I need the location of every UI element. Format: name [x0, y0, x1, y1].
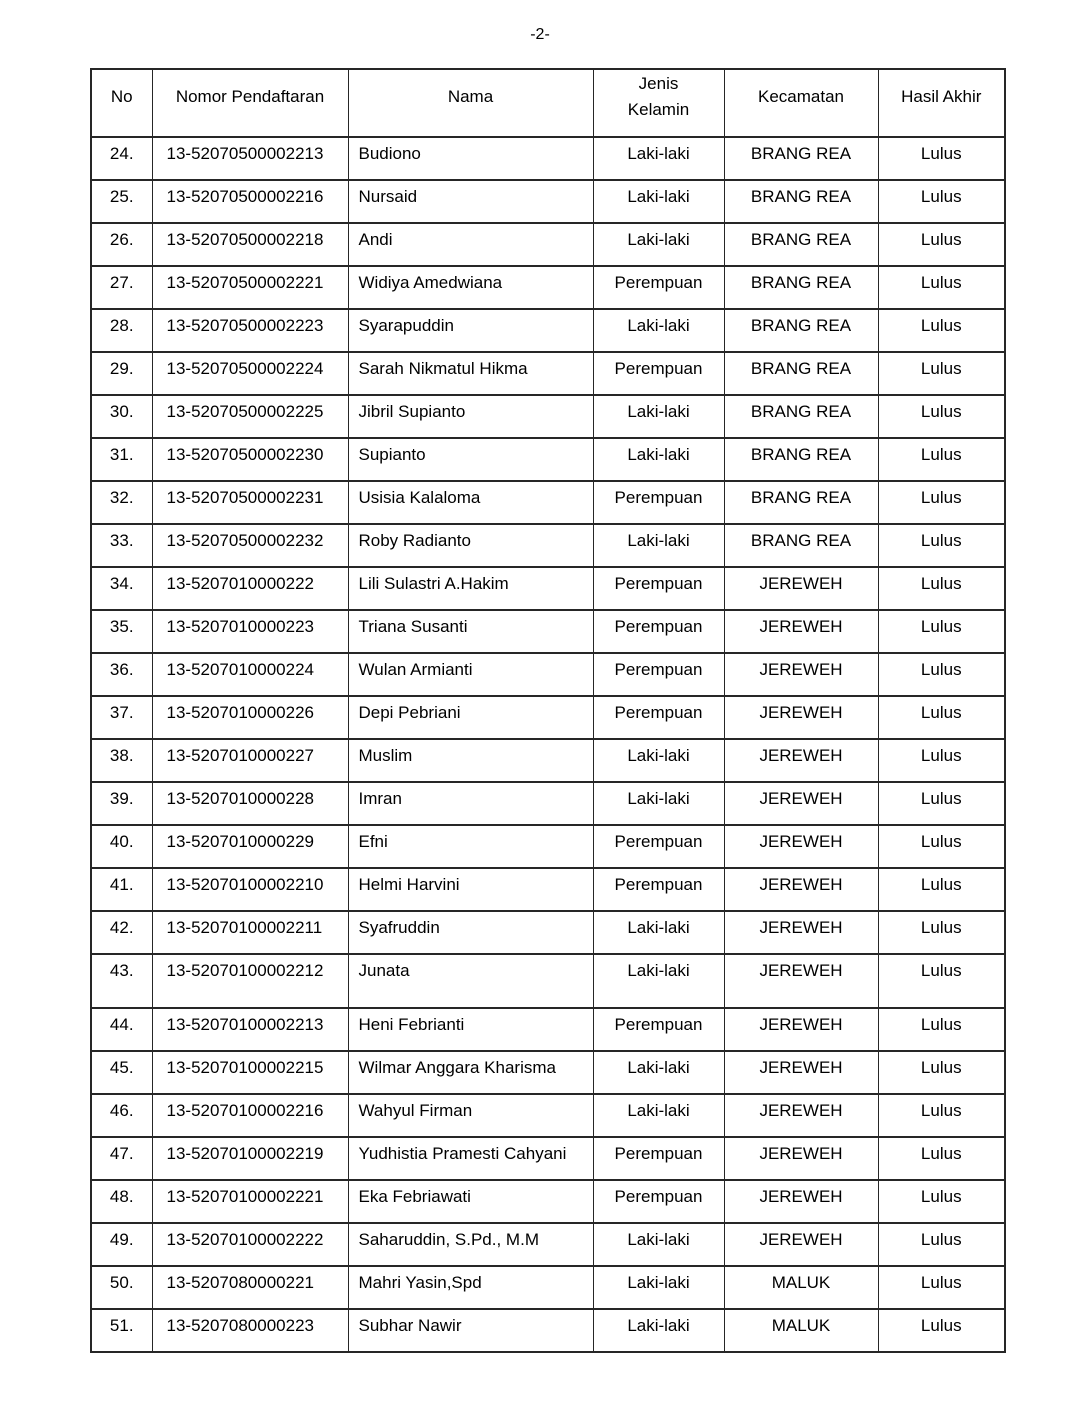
- cell-nomor: 13-52070500002232: [152, 524, 348, 567]
- cell-nama: Junata: [348, 954, 593, 1008]
- cell-nomor: 13-52070100002212: [152, 954, 348, 1008]
- cell-hasil: Lulus: [878, 1223, 1005, 1266]
- cell-jenis-kelamin: Laki-laki: [593, 438, 724, 481]
- table-row: [91, 1008, 1005, 1051]
- cell-nama: Triana Susanti: [348, 610, 593, 653]
- cell-kecamatan: MALUK: [724, 1266, 878, 1309]
- cell-kecamatan: JEREWEH: [724, 911, 878, 954]
- table-row: [91, 266, 1005, 309]
- cell-hasil: Lulus: [878, 825, 1005, 868]
- cell-hasil: Lulus: [878, 1051, 1005, 1094]
- header-nomor-pendaftaran: Nomor Pendaftaran: [152, 69, 348, 137]
- cell-jenis-kelamin: Laki-laki: [593, 954, 724, 1008]
- cell-jenis-kelamin: Laki-laki: [593, 1094, 724, 1137]
- cell-jenis-kelamin: Laki-laki: [593, 395, 724, 438]
- cell-hasil: Lulus: [878, 481, 1005, 524]
- cell-kecamatan: BRANG REA: [724, 223, 878, 266]
- cell-hasil: Lulus: [878, 739, 1005, 782]
- table-row: [91, 739, 1005, 782]
- table-row: [91, 481, 1005, 524]
- cell-nomor: 13-5207010000222: [152, 567, 348, 610]
- results-table-body: [91, 137, 1005, 1352]
- cell-jenis-kelamin: Laki-laki: [593, 524, 724, 567]
- table-row: [91, 1137, 1005, 1180]
- cell-jenis-kelamin: Laki-laki: [593, 309, 724, 352]
- cell-hasil: Lulus: [878, 309, 1005, 352]
- cell-nama: Helmi Harvini: [348, 868, 593, 911]
- cell-nomor: 13-5207010000227: [152, 739, 348, 782]
- header-hasil-akhir: Hasil Akhir: [878, 69, 1005, 137]
- cell-nama: Syarapuddin: [348, 309, 593, 352]
- page-number: -2-: [530, 26, 550, 43]
- cell-nama: Yudhistia Pramesti Cahyani: [348, 1137, 593, 1180]
- cell-kecamatan: JEREWEH: [724, 825, 878, 868]
- cell-jenis-kelamin: Laki-laki: [593, 223, 724, 266]
- table-row: [91, 1309, 1005, 1352]
- cell-hasil: Lulus: [878, 1008, 1005, 1051]
- cell-kecamatan: JEREWEH: [724, 868, 878, 911]
- cell-hasil: Lulus: [878, 954, 1005, 1008]
- cell-jenis-kelamin: Perempuan: [593, 868, 724, 911]
- cell-jenis-kelamin: Laki-laki: [593, 137, 724, 180]
- cell-kecamatan: JEREWEH: [724, 1051, 878, 1094]
- cell-kecamatan: JEREWEH: [724, 1137, 878, 1180]
- cell-nama: Heni Febrianti: [348, 1008, 593, 1051]
- cell-no: 34.: [91, 567, 152, 610]
- cell-no: 42.: [91, 911, 152, 954]
- cell-no: 28.: [91, 309, 152, 352]
- cell-kecamatan: BRANG REA: [724, 180, 878, 223]
- table-row: [91, 1094, 1005, 1137]
- cell-kecamatan: BRANG REA: [724, 266, 878, 309]
- cell-kecamatan: JEREWEH: [724, 1094, 878, 1137]
- cell-nomor: 13-52070100002215: [152, 1051, 348, 1094]
- cell-nomor: 13-52070500002231: [152, 481, 348, 524]
- cell-no: 39.: [91, 782, 152, 825]
- cell-nama: Nursaid: [348, 180, 593, 223]
- table-row: [91, 696, 1005, 739]
- table-row: [91, 1180, 1005, 1223]
- cell-hasil: Lulus: [878, 223, 1005, 266]
- cell-no: 45.: [91, 1051, 152, 1094]
- cell-no: 27.: [91, 266, 152, 309]
- cell-no: 41.: [91, 868, 152, 911]
- table-row: [91, 524, 1005, 567]
- cell-hasil: Lulus: [878, 1180, 1005, 1223]
- cell-no: 48.: [91, 1180, 152, 1223]
- cell-nama: Subhar Nawir: [348, 1309, 593, 1352]
- cell-kecamatan: JEREWEH: [724, 696, 878, 739]
- header-kecamatan: Kecamatan: [724, 69, 878, 137]
- cell-kecamatan: JEREWEH: [724, 653, 878, 696]
- cell-nomor: 13-52070500002213: [152, 137, 348, 180]
- table-row: [91, 610, 1005, 653]
- cell-kecamatan: BRANG REA: [724, 524, 878, 567]
- cell-nama: Depi Pebriani: [348, 696, 593, 739]
- header-nama: Nama: [348, 69, 593, 137]
- cell-kecamatan: BRANG REA: [724, 309, 878, 352]
- cell-kecamatan: BRANG REA: [724, 481, 878, 524]
- cell-hasil: Lulus: [878, 1137, 1005, 1180]
- table-row: [91, 1051, 1005, 1094]
- table-row: [91, 911, 1005, 954]
- cell-kecamatan: JEREWEH: [724, 739, 878, 782]
- cell-hasil: Lulus: [878, 696, 1005, 739]
- table-row: [91, 825, 1005, 868]
- cell-nomor: 13-52070100002210: [152, 868, 348, 911]
- cell-no: 31.: [91, 438, 152, 481]
- table-row: [91, 395, 1005, 438]
- table-row: [91, 309, 1005, 352]
- cell-nama: Efni: [348, 825, 593, 868]
- table-row: [91, 567, 1005, 610]
- cell-kecamatan: JEREWEH: [724, 567, 878, 610]
- table-row: [91, 438, 1005, 481]
- cell-no: 32.: [91, 481, 152, 524]
- cell-no: 43.: [91, 954, 152, 1008]
- cell-kecamatan: JEREWEH: [724, 782, 878, 825]
- cell-nama: Syafruddin: [348, 911, 593, 954]
- cell-no: 24.: [91, 137, 152, 180]
- cell-nama: Saharuddin, S.Pd., M.M: [348, 1223, 593, 1266]
- cell-nama: Usisia Kalaloma: [348, 481, 593, 524]
- cell-no: 38.: [91, 739, 152, 782]
- cell-nama: Roby Radianto: [348, 524, 593, 567]
- cell-jenis-kelamin: Perempuan: [593, 481, 724, 524]
- cell-hasil: Lulus: [878, 395, 1005, 438]
- cell-nomor: 13-52070100002222: [152, 1223, 348, 1266]
- cell-hasil: Lulus: [878, 911, 1005, 954]
- cell-hasil: Lulus: [878, 610, 1005, 653]
- table-row: [91, 954, 1005, 1008]
- cell-jenis-kelamin: Laki-laki: [593, 1309, 724, 1352]
- cell-jenis-kelamin: Perempuan: [593, 352, 724, 395]
- header-no: No: [91, 69, 152, 137]
- cell-jenis-kelamin: Perempuan: [593, 1180, 724, 1223]
- cell-no: 46.: [91, 1094, 152, 1137]
- table-row: [91, 653, 1005, 696]
- cell-hasil: Lulus: [878, 1266, 1005, 1309]
- cell-nomor: 13-52070100002221: [152, 1180, 348, 1223]
- cell-nama: Eka Febriawati: [348, 1180, 593, 1223]
- cell-no: 49.: [91, 1223, 152, 1266]
- cell-hasil: Lulus: [878, 524, 1005, 567]
- cell-hasil: Lulus: [878, 438, 1005, 481]
- cell-kecamatan: JEREWEH: [724, 1223, 878, 1266]
- cell-hasil: Lulus: [878, 1309, 1005, 1352]
- cell-no: 44.: [91, 1008, 152, 1051]
- cell-jenis-kelamin: Laki-laki: [593, 1051, 724, 1094]
- cell-kecamatan: BRANG REA: [724, 395, 878, 438]
- cell-no: 51.: [91, 1309, 152, 1352]
- cell-hasil: Lulus: [878, 180, 1005, 223]
- cell-nama: Andi: [348, 223, 593, 266]
- cell-kecamatan: MALUK: [724, 1309, 878, 1352]
- cell-nomor: 13-5207080000223: [152, 1309, 348, 1352]
- cell-jenis-kelamin: Perempuan: [593, 610, 724, 653]
- cell-hasil: Lulus: [878, 653, 1005, 696]
- cell-jenis-kelamin: Laki-laki: [593, 782, 724, 825]
- cell-nomor: 13-5207010000229: [152, 825, 348, 868]
- cell-jenis-kelamin: Laki-laki: [593, 739, 724, 782]
- cell-kecamatan: JEREWEH: [724, 1180, 878, 1223]
- cell-nomor: 13-5207010000226: [152, 696, 348, 739]
- cell-jenis-kelamin: Laki-laki: [593, 911, 724, 954]
- cell-nama: Imran: [348, 782, 593, 825]
- cell-jenis-kelamin: Perempuan: [593, 1137, 724, 1180]
- cell-jenis-kelamin: Perempuan: [593, 653, 724, 696]
- cell-no: 30.: [91, 395, 152, 438]
- cell-nama: Wilmar Anggara Kharisma: [348, 1051, 593, 1094]
- cell-nomor: 13-52070500002230: [152, 438, 348, 481]
- results-table: [90, 68, 1006, 1353]
- cell-no: 35.: [91, 610, 152, 653]
- cell-nama: Lili Sulastri A.Hakim: [348, 567, 593, 610]
- cell-nama: Muslim: [348, 739, 593, 782]
- cell-no: 25.: [91, 180, 152, 223]
- cell-kecamatan: BRANG REA: [724, 352, 878, 395]
- cell-nomor: 13-52070500002216: [152, 180, 348, 223]
- cell-hasil: Lulus: [878, 567, 1005, 610]
- cell-jenis-kelamin: Perempuan: [593, 567, 724, 610]
- cell-kecamatan: BRANG REA: [724, 137, 878, 180]
- cell-hasil: Lulus: [878, 868, 1005, 911]
- cell-nomor: 13-52070100002219: [152, 1137, 348, 1180]
- cell-nomor: 13-5207080000221: [152, 1266, 348, 1309]
- cell-nama: Mahri Yasin,Spd: [348, 1266, 593, 1309]
- cell-hasil: Lulus: [878, 266, 1005, 309]
- cell-nomor: 13-52070500002221: [152, 266, 348, 309]
- cell-nama: Wulan Armianti: [348, 653, 593, 696]
- cell-no: 50.: [91, 1266, 152, 1309]
- cell-jenis-kelamin: Perempuan: [593, 825, 724, 868]
- cell-nomor: 13-52070100002216: [152, 1094, 348, 1137]
- table-row: [91, 137, 1005, 180]
- cell-nama: Wahyul Firman: [348, 1094, 593, 1137]
- cell-nomor: 13-52070500002223: [152, 309, 348, 352]
- cell-no: 47.: [91, 1137, 152, 1180]
- cell-jenis-kelamin: Perempuan: [593, 696, 724, 739]
- table-row: [91, 782, 1005, 825]
- cell-nomor: 13-52070100002213: [152, 1008, 348, 1051]
- cell-nama: Sarah Nikmatul Hikma: [348, 352, 593, 395]
- cell-no: 33.: [91, 524, 152, 567]
- cell-kecamatan: JEREWEH: [724, 1008, 878, 1051]
- cell-kecamatan: JEREWEH: [724, 954, 878, 1008]
- cell-no: 26.: [91, 223, 152, 266]
- cell-no: 37.: [91, 696, 152, 739]
- cell-nomor: 13-52070500002218: [152, 223, 348, 266]
- cell-no: 40.: [91, 825, 152, 868]
- cell-kecamatan: JEREWEH: [724, 610, 878, 653]
- cell-hasil: Lulus: [878, 352, 1005, 395]
- cell-hasil: Lulus: [878, 137, 1005, 180]
- cell-nomor: 13-5207010000223: [152, 610, 348, 653]
- table-row: [91, 1223, 1005, 1266]
- cell-nomor: 13-52070500002225: [152, 395, 348, 438]
- table-row: [91, 868, 1005, 911]
- results-table-header: [91, 69, 1005, 137]
- cell-nomor: 13-52070100002211: [152, 911, 348, 954]
- cell-jenis-kelamin: Laki-laki: [593, 180, 724, 223]
- cell-nama: Budiono: [348, 137, 593, 180]
- table-row: [91, 352, 1005, 395]
- cell-jenis-kelamin: Perempuan: [593, 1008, 724, 1051]
- cell-kecamatan: BRANG REA: [724, 438, 878, 481]
- cell-no: 29.: [91, 352, 152, 395]
- cell-jenis-kelamin: Laki-laki: [593, 1266, 724, 1309]
- table-row: [91, 1266, 1005, 1309]
- cell-nama: Jibril Supianto: [348, 395, 593, 438]
- cell-jenis-kelamin: Perempuan: [593, 266, 724, 309]
- header-jenis-kelamin: Jenis Kelamin: [593, 69, 724, 137]
- table-row: [91, 223, 1005, 266]
- cell-jenis-kelamin: Laki-laki: [593, 1223, 724, 1266]
- cell-nomor: 13-52070500002224: [152, 352, 348, 395]
- cell-nama: Widiya Amedwiana: [348, 266, 593, 309]
- header-row: [91, 69, 1005, 137]
- cell-no: 36.: [91, 653, 152, 696]
- cell-nomor: 13-5207010000228: [152, 782, 348, 825]
- cell-nomor: 13-5207010000224: [152, 653, 348, 696]
- cell-hasil: Lulus: [878, 1094, 1005, 1137]
- cell-hasil: Lulus: [878, 782, 1005, 825]
- table-row: [91, 180, 1005, 223]
- cell-nama: Supianto: [348, 438, 593, 481]
